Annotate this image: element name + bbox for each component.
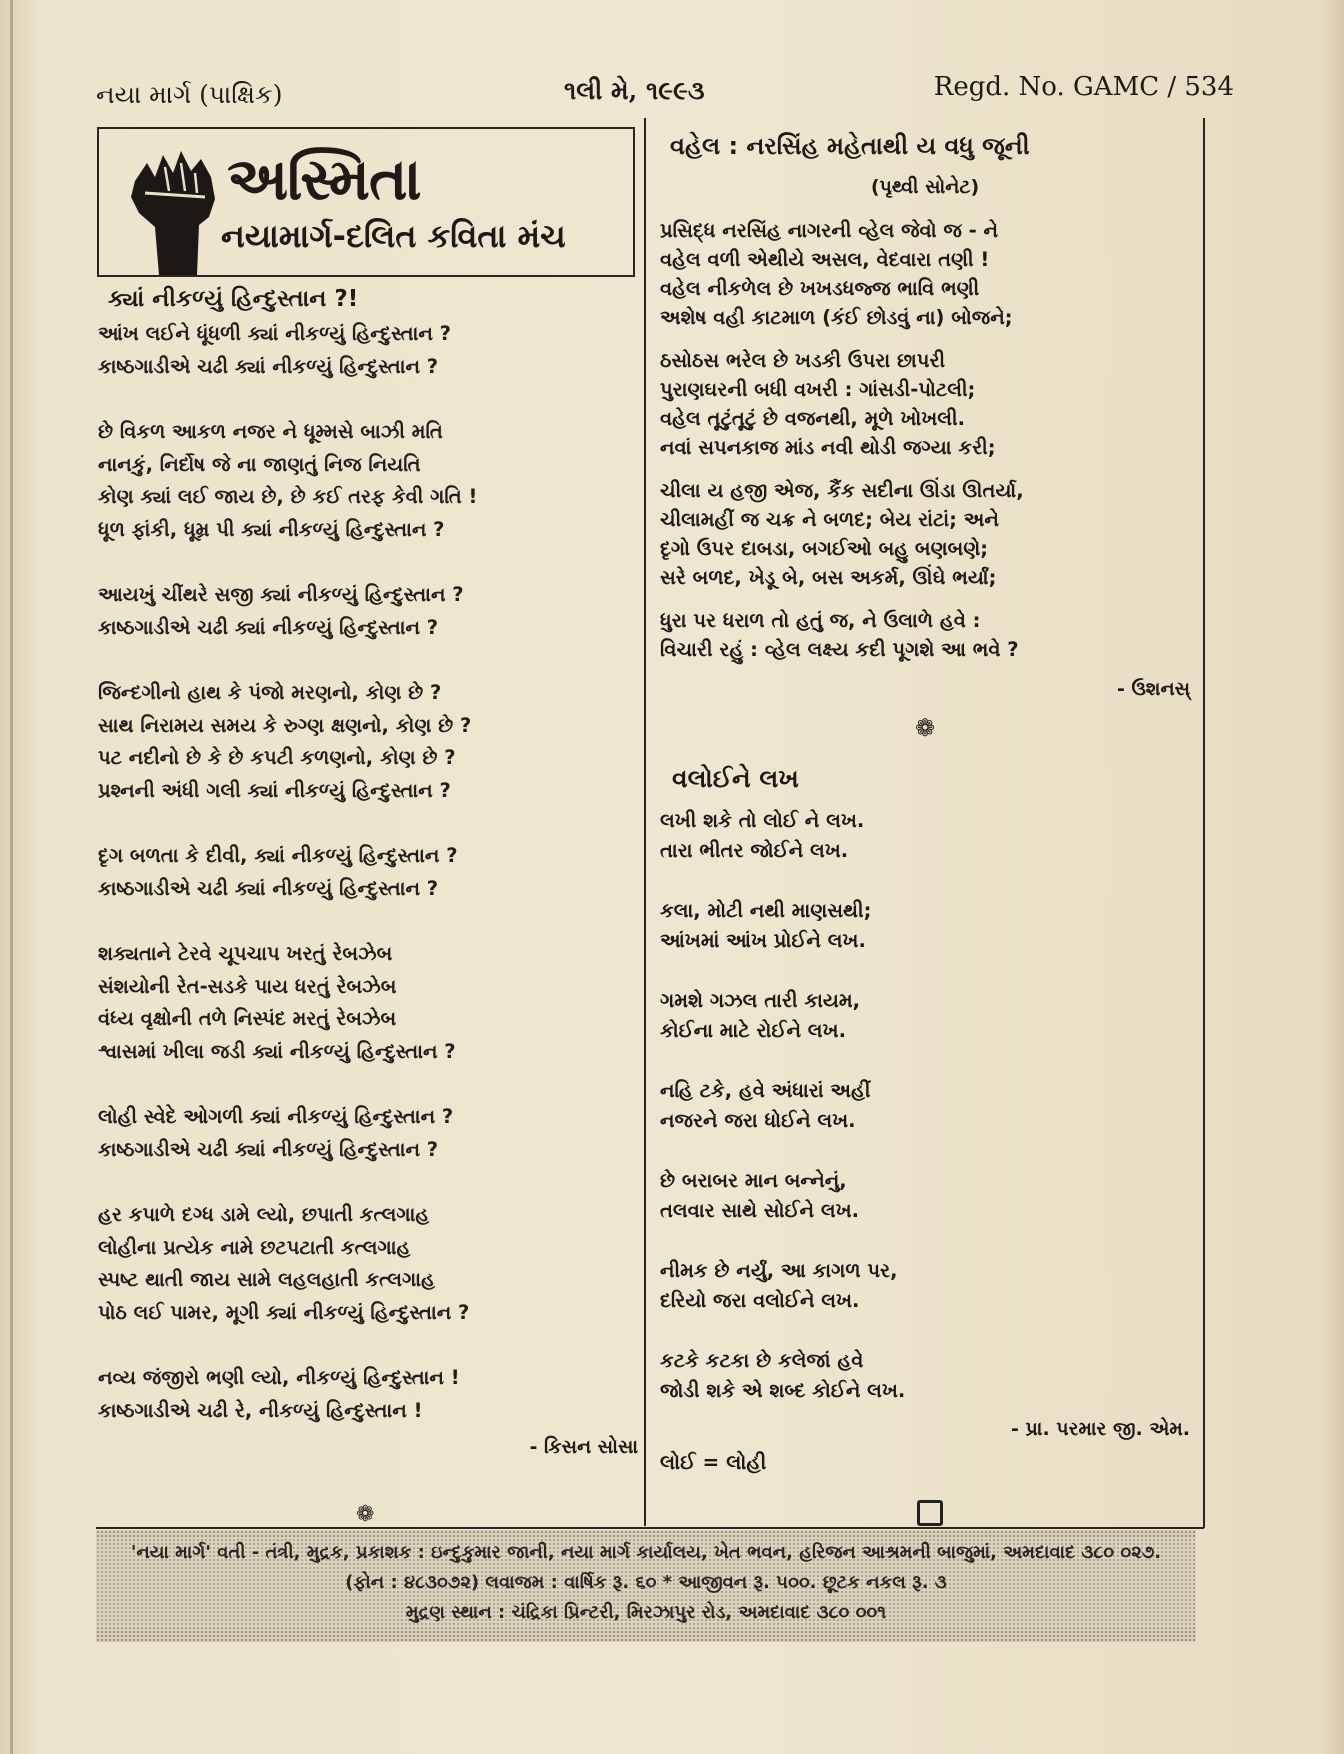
bottom-rule	[96, 1527, 1204, 1529]
sonnet-body	[660, 216, 1190, 664]
poem-line: કોઈના માટે રોઈને લખ.	[660, 1019, 846, 1042]
poem-line: શ્વાસમાં ખીલા જડી ક્યાં નીકળ્યું હિન્દુસ્તાન ?	[98, 1039, 456, 1063]
poem-line: વહેલ નીકળેલ છે ખખડધજ્જ ભાવિ ભણી	[660, 277, 980, 300]
imprint-line: (ફોન : ૪૮૩૦૭૨) લવાજમ : વાર્ષિક રૂ. ૬૦ * આજીવન રૂ. ૫૦૦. છૂટક નકલ રૂ. ૩	[96, 1568, 1196, 1598]
poem-line: પ્રસિદ્ધ નરસિંહ નાગરની વ્હેલ જેવો જ - ને	[660, 219, 999, 242]
poem-line: દૃગો ઉપર દાબડા, બગઈઓ બહુ બણબણે;	[660, 537, 989, 560]
poem-line: પટ નદીનો છે કે છે કપટી કળણનો, કોણ છે ?	[98, 746, 456, 769]
poem-line: ગમશે ગઝલ તારી કાયમ,	[660, 989, 861, 1012]
poem-line: પોઠ લઈ પામર, મૂગી ક્યાં નીકળ્યું હિન્દુસ્તાન ?	[98, 1300, 470, 1324]
stanza	[660, 1256, 1190, 1316]
stanza	[660, 806, 1190, 866]
poem-title: વહેલ : નરસિંહ મહેતાથી ય વધુ જૂની	[670, 132, 1030, 160]
stanza	[98, 1199, 638, 1329]
stanza	[660, 1166, 1190, 1226]
right-column	[660, 128, 1190, 1474]
poem-line: કાષ્ઠગાડીએ ચઢી ક્યાં નીકળ્યું હિન્દુસ્તાન ?	[98, 1137, 439, 1161]
left-column	[98, 286, 638, 1458]
poem-line: નવ્ય જંજીરો ભણી લ્યો, નીકળ્યું હિન્દુસ્તાન !	[98, 1366, 460, 1389]
poem-line: કલા, મોટી નથી માણસથી;	[660, 899, 872, 922]
stanza	[98, 416, 638, 546]
registration-number: Regd. No. GAMC / 534	[933, 72, 1234, 102]
poem-line: શક્યતાને ટેરવે ચૂપચાપ ખરતું રેબઝેબ	[98, 942, 393, 965]
poem-line: ઠસોઠસ ભરેલ છે ખડકી ઉપરા છાપરી	[660, 349, 946, 372]
poem-line: વહેલ તૂટુંતૂટું છે વજનથી, મૂળે ખોખલી.	[660, 407, 966, 430]
poem-line: દૃગ બળતા કે દીવી, ક્યાં નીકળ્યું હિન્દુસ્તાન ?	[98, 844, 458, 867]
poem-line: દરિયો જરા વલોઈને લખ.	[660, 1289, 860, 1312]
poem-line: હર કપાળે દગ્ધ ડામે લ્યો, છપાતી કત્લગાહ	[98, 1203, 430, 1226]
poem-line: જિન્દગીનો હાથ કે પંજો મરણનો, કોણ છે ?	[98, 681, 442, 704]
logo-title: અસ્મિતા	[227, 145, 421, 213]
poem-line: તારા ભીતર જોઈને લખ.	[660, 839, 849, 862]
poem-line: કાષ્ઠગાડીએ ચઢી ક્યાં નીકળ્યું હિન્દુસ્તાન ?	[98, 876, 439, 900]
poem-line: સરે બળદ, ખેડૂ બે, બસ અકર્મ, ઊંઘે ભર્યાં;	[660, 566, 997, 589]
poem-line: ધુરા પર ધરાળ તો હતું જ, ને ઉલાળે હવે :	[660, 609, 981, 632]
imprint-box	[96, 1530, 1196, 1642]
poem-line: ધૂળ ફાંકી, ધૂમ્ર પી ક્યાં નીકળ્યું હિન્દુસ્તાન ?	[98, 517, 445, 541]
column-divider	[644, 118, 646, 1526]
poem-author: - કિસન સોસા	[529, 1436, 638, 1458]
raised-fist-icon	[125, 147, 221, 275]
poem-line: છે વિકળ આકળ નજર ને ધૂમ્મસે બાઝી મતિ	[98, 420, 443, 443]
poem-line: વંધ્ય વૃક્ષોની તળે નિસ્પંદ મરતું રેબઝેબ	[98, 1007, 397, 1030]
poem-line: પ્રશ્નની અંધી ગલી ક્યાં નીકળ્યું હિન્દુસ્તાન ?	[98, 778, 451, 802]
poem-line: નવાં સપનકાજ માંડ નવી થોડી જગ્યા કરી;	[660, 436, 996, 459]
poem-line: વિચારી રહું : વ્હેલ લક્ષ્ય કદી પૂગશે આ ભવે ?	[660, 638, 1019, 661]
asmita-logo-box	[97, 127, 635, 277]
stanza	[98, 938, 638, 1068]
poem-line: કોણ ક્યાં લઈ જાય છે, છે કઈ તરફ કેવી ગતિ !	[98, 485, 478, 508]
poem-line: ચીલામહીં જ ચક્ર ને બળદ; બેય રાંટાં; અને	[660, 508, 999, 531]
poem-line: વહેલ વળી એથીયે અસલ, વેદવારા તણી !	[660, 248, 990, 271]
ornament-icon: ❁	[356, 1502, 375, 1527]
publication-name: નયા માર્ગ (પાક્ષિક)	[96, 80, 283, 109]
poem-line: કાષ્ઠગાડીએ ચઢી ક્યાં નીકળ્યું હિન્દુસ્તાન ?	[98, 354, 439, 378]
poem-subtitle: (પૃથ્વી સોનેટ)	[870, 176, 980, 198]
poem-author: - ઉશનસ્	[1116, 678, 1190, 700]
poem-line: સાથ નિરામય સમય કે રુગ્ણ ક્ષણનો, કોણ છે ?	[98, 713, 472, 737]
poem-line: લોહી સ્વેદે ઓગળી ક્યાં નીકળ્યું હિન્દુસ્તાન ?	[98, 1105, 454, 1128]
poem-line: આંખ લઈને ધૂંધળી ક્યાં નીકળ્યું હિન્દુસ્તાન ?	[98, 322, 451, 345]
poem-line: લખી શકે તો લોઈ ને લખ.	[660, 809, 865, 832]
stanza	[660, 1346, 1190, 1406]
poem-line: કાષ્ઠગાડીએ ચઢી ક્યાં નીકળ્યું હિન્દુસ્તાન ?	[98, 615, 439, 639]
stanza	[98, 1101, 638, 1166]
ornament-icon: ❁	[914, 714, 936, 742]
poem-line: નજરને જરા ધોઈને લખ.	[660, 1109, 856, 1132]
square-icon	[917, 1500, 943, 1526]
stanza	[98, 318, 638, 383]
poem-line: અશેષ વહી કાટમાળ (કંઈ છોડવું ના) બોજને;	[660, 306, 1013, 329]
poem-line: સંશયોની રેત-સડકે પાય ધરતું રેબઝેબ	[98, 974, 397, 998]
poem-line: નીમક છે નર્યું, આ કાગળ પર,	[660, 1259, 898, 1282]
poem-author: - પ્રા. પરમાર જી. એમ.	[1010, 1418, 1190, 1440]
poem-line: લોહીના પ્રત્યેક નામે છટપટાતી કત્લગાહ	[98, 1235, 411, 1259]
poem-line: છે બરાબર માન બન્નેનું,	[660, 1169, 847, 1192]
poem-line: કટકે કટકા છે કલેજાં હવે	[660, 1349, 864, 1372]
imprint-line: મુદ્રણ સ્થાન : ચંદ્રિકા પ્રિન્ટરી, મિરઝાપુર રોડ, અમદાવાદ ૩૮૦ ૦૦૧	[96, 1598, 1196, 1628]
stanza	[660, 346, 1190, 462]
poem-line: ચીલા ય હજી એજ, કૈંક સદીના ઊંડા ઊતર્યા,	[660, 479, 1024, 502]
logo-subtitle: નયામાર્ગ-દલિત કવિતા મંચ	[221, 217, 566, 255]
poem-footnote: લોઈ = લોહી	[660, 1450, 767, 1474]
poem-body	[98, 318, 638, 1427]
stanza	[98, 677, 638, 807]
stanza	[660, 1076, 1190, 1136]
stanza	[98, 1362, 638, 1427]
stanza	[98, 840, 638, 905]
poem-line: કાષ્ઠગાડીએ ચઢી રે, નીકળ્યું હિન્દુસ્તાન !	[98, 1398, 423, 1422]
imprint-line: 'નયા માર્ગ' વતી - તંત્રી, મુદ્રક, પ્રકાશક : ઇન્દુકુમાર જાની, નયા માર્ગ કાર્યાલય, ખેત ભવન, હરિજન આશ્રમની બાજુમાં, અમદાવાદ ૩૮૦ ૦૨૭.	[96, 1538, 1196, 1568]
stanza	[98, 579, 638, 644]
poem-title: ક્યાં નીકળ્યું હિન્દુસ્તાન ?!	[108, 286, 359, 312]
poem-line: આયખું ચીંથરે સજી ક્યાં નીકળ્યું હિન્દુસ્તાન ?	[98, 583, 464, 606]
stanza	[660, 896, 1190, 956]
stanza	[660, 476, 1190, 592]
poem-line: તલવાર સાથે સોઈને લખ.	[660, 1199, 860, 1222]
poem-title: વલોઈને લખ	[672, 764, 799, 793]
stanza	[660, 216, 1190, 332]
poem-line: સ્પષ્ટ થાતી જાય સામે લહલહાતી કત્લગાહ	[98, 1268, 435, 1291]
poem-line: જોડી શકે એ શબ્દ કોઈને લખ.	[660, 1379, 906, 1402]
masthead	[96, 66, 1234, 109]
ghazal-body	[660, 806, 1190, 1406]
stanza	[660, 986, 1190, 1046]
issue-date: ૧લી મે, ૧૯૯૩	[564, 76, 705, 105]
poem-line: આંખમાં આંખ પ્રોઈને લખ.	[660, 929, 866, 952]
poem-line: નહિ ટકે, હવે અંધારાં અહીં	[660, 1079, 871, 1102]
poem-line: નાનકું, નિર્દોષ જે ના જાણતું નિજ નિયતિ	[98, 452, 421, 476]
stanza	[660, 606, 1190, 664]
page-edge	[10, 0, 13, 1754]
poem-line: પુરાણઘરની બધી વખરી : ગાંસડી-પોટલી;	[660, 378, 976, 401]
